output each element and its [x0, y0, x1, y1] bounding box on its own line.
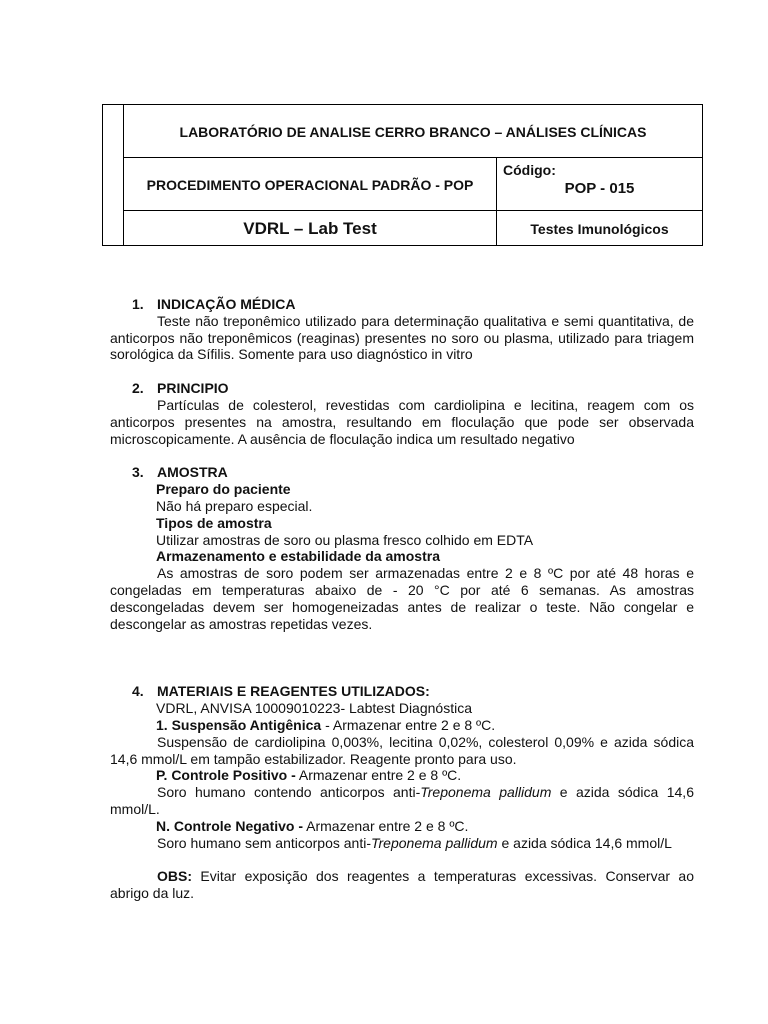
test-title: VDRL – Lab Test — [243, 219, 377, 238]
organism-name: Treponema pallidum — [420, 784, 552, 801]
reagent-line — [110, 818, 694, 835]
section-number: 3. — [132, 464, 144, 481]
reagent-label: 1. Suspensão Antigênica — [156, 716, 322, 733]
document-code: POP - 015 — [564, 180, 635, 197]
subsection-title: Armazenamento e estabilidade da amostra — [156, 548, 440, 565]
section-sample — [110, 464, 694, 632]
header-table — [102, 104, 703, 246]
section-heading — [110, 380, 694, 397]
reagent-label: N. Controle Negativo - — [156, 817, 304, 834]
code-label: Código: — [503, 162, 556, 178]
reagent-text: e azida sódica 14,6 mmol/L. — [110, 784, 694, 817]
reagent-text: Soro humano contendo anticorpos anti- — [157, 784, 421, 801]
reagent-description — [110, 835, 694, 852]
reagent-text: e azida sódica 14,6 mmol/L — [497, 834, 672, 851]
subsection-text: Não há preparo especial. — [156, 497, 313, 514]
subsection-title: Preparo do paciente — [156, 481, 291, 498]
kit-name: VDRL, ANVISA 10009010223- Labtest Diagnóstica — [156, 700, 472, 717]
section-heading — [110, 464, 694, 481]
section-medical-indication — [110, 296, 694, 363]
observation-text: Evitar exposição dos reagentes a temperaturas excessivas. Conservar ao abrigo da luz. — [110, 868, 694, 902]
subsection-paragraph: As amostras de soro podem ser armazenadas entre 2 e 8 ºC por até 48 horas e congeladas em temperaturas abaixo de - 20 °C por até 6 semanas. As amostras descongeladas devem ser homogeneizadas antes de realizar o teste. Não congelar e descongelar as amostras repetidas vezes. — [110, 565, 694, 632]
section-title: INDICAÇÃO MÉDICA — [157, 296, 296, 312]
document-type: PROCEDIMENTO OPERACIONAL PADRÃO - POP — [146, 177, 474, 193]
section-materials — [110, 683, 694, 902]
reagent-text: Soro humano sem anticorpos anti- — [157, 834, 371, 851]
document-body — [110, 296, 694, 919]
subsection-title: Tipos de amostra — [156, 514, 272, 531]
section-number: 1. — [132, 296, 144, 312]
section-title: PRINCIPIO — [157, 380, 229, 397]
reagent-label: P. Controle Positivo - — [156, 767, 296, 784]
section-heading — [110, 296, 694, 313]
section-number: 2. — [132, 380, 144, 397]
reagent-storage: - Armazenar entre 2 e 8 ºC. — [321, 716, 496, 733]
test-category: Testes Imunológicos — [530, 221, 669, 237]
observation-note — [110, 868, 694, 902]
reagent-line — [110, 717, 694, 734]
section-principle — [110, 380, 694, 447]
reagent-description — [110, 784, 694, 818]
reagent-line — [110, 767, 694, 784]
spacer — [110, 649, 694, 683]
section-paragraph: Teste não treponêmico utilizado para determinação qualitativa e semi quantitativa, de anticorpos não treponêmicos (reaginas) presentes no soro ou plasma, utilizado para triagem sorológica da Sífilis. Somente para uso diagnóstico in vitro — [110, 312, 694, 363]
reagent-storage: Armazenar entre 2 e 8 ºC. — [295, 767, 462, 784]
observation-label: OBS: — [157, 868, 192, 885]
lab-name: LABORATÓRIO DE ANALISE CERRO BRANCO – ANÁLISES CLÍNICAS — [179, 123, 647, 140]
section-title: AMOSTRA — [157, 464, 228, 481]
reagent-storage: Armazenar entre 2 e 8 ºC. — [303, 817, 469, 834]
organism-name: Treponema pallidum — [371, 834, 498, 851]
section-paragraph: Partículas de colesterol, revestidas com cardiolipina e lecitina, reagem com os anticorpos presentes na amostra, resultando em floculação que pode ser observada microscopicamente. A ausência de floculação indica um resultado negativo — [110, 396, 694, 447]
reagent-description: Suspensão de cardiolipina 0,003%, lecitina 0,02%, colesterol 0,09% e azida sódica 14,6 mmol/L em tampão estabilizador. Reagente pronto para uso. — [110, 733, 694, 767]
section-number: 4. — [132, 683, 144, 700]
section-heading — [110, 683, 694, 700]
subsection-text: Utilizar amostras de soro ou plasma fresco colhido em EDTA — [156, 531, 534, 548]
section-title: MATERIAIS E REAGENTES UTILIZADOS: — [157, 683, 430, 700]
